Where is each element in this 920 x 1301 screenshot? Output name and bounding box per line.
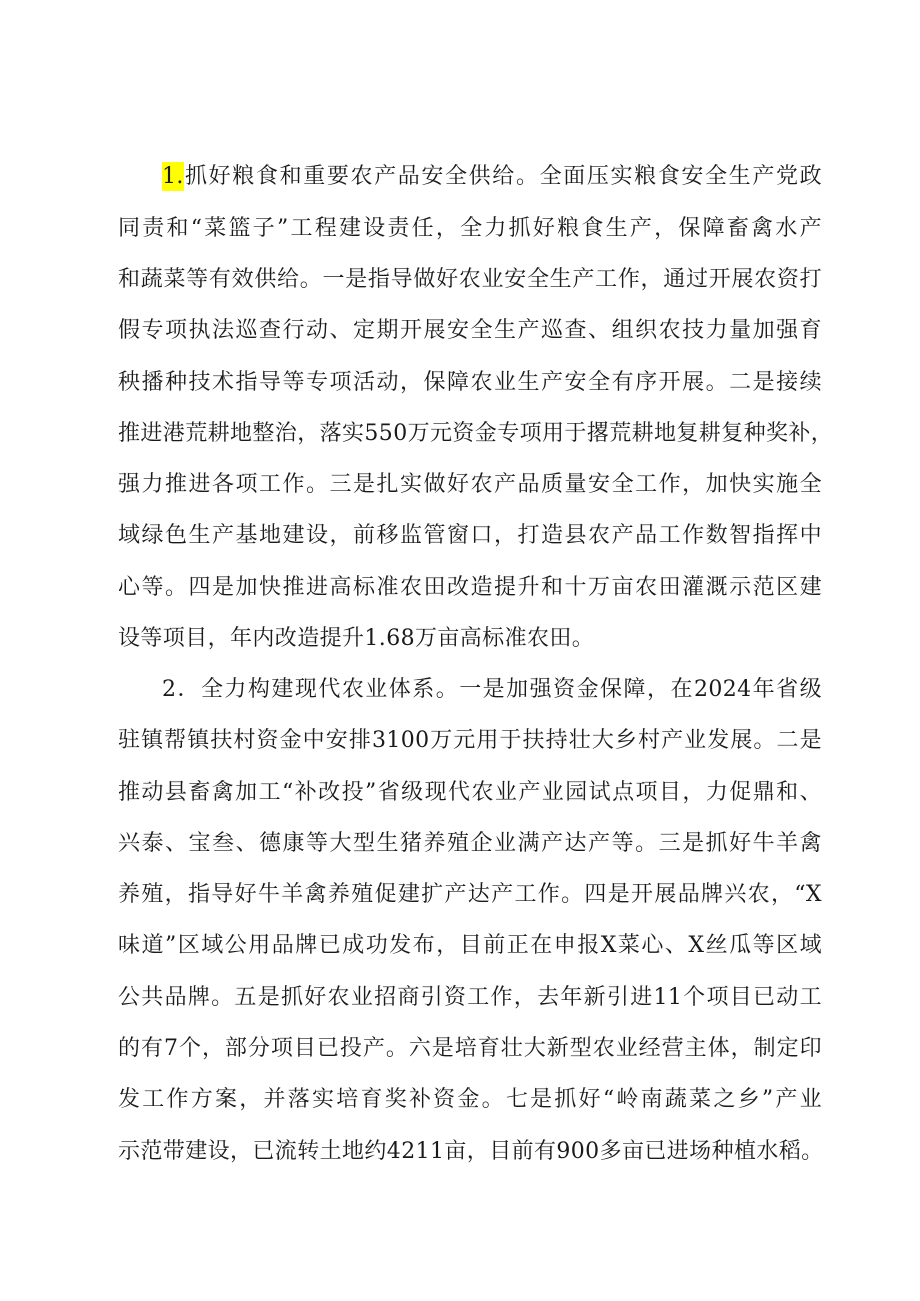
section-1-line-10: 设等项目，年内改造提升1.68万亩高标准农田。 [118, 626, 595, 651]
section-1-line-3: 和蔬菜等有效供给。一是指导做好农业安全生产工作，通过开展农资打 [118, 267, 822, 292]
section-2-line-1: 2．全力构建现代农业体系。一是加强资金保障，在2024年省级 [162, 677, 822, 702]
section-1-number-highlight: 1. [162, 164, 184, 189]
section-2-line-9: 发工作方案，并落实培育奖补资金。七是抓好“岭南蔬菜之乡”产业 [118, 1087, 822, 1112]
section-2-line-5: 养殖，指导好牛羊禽养殖促建扩产达产工作。四是开展品牌兴农，“X [118, 882, 822, 907]
section-2-line-8: 的有7个，部分项目已投产。六是培育壮大新型农业经营主体，制定印 [118, 1036, 822, 1061]
section-1-line-6: 推进港荒耕地整治，落实550万元资金专项用于撂荒耕地复耕复种奖补， [118, 421, 834, 446]
section-1-line-1 [162, 157, 822, 197]
section-2-line-2: 驻镇帮镇扶村资金中安排3100万元用于扶持壮大乡村产业发展。二是 [118, 728, 822, 753]
section-2-line-4: 兴泰、宝叁、德康等大型生猪养殖企业满产达产等。三是抓好牛羊禽 [118, 831, 822, 856]
section-1-line-8: 域绿色生产基地建设，前移监管窗口，打造县农产品工作数智指挥中 [118, 523, 822, 548]
section-2-line-7: 公共品牌。五是抓好农业招商引资工作，去年新引进11个项目已动工 [118, 985, 822, 1010]
section-2-line-6: 味道”区域公用品牌已成功发布，目前正在申报X菜心、X丝瓜等区域 [118, 933, 822, 958]
section-1-line-9: 心等。四是加快推进高标准农田改造提升和十万亩农田灌溉示范区建 [118, 575, 822, 600]
section-1-line-5: 秧播种技术指导等专项活动，保障农业生产安全有序开展。二是接续 [118, 370, 822, 395]
section-1-line-7: 强力推进各项工作。三是扎实做好农产品质量安全工作，加快实施全 [118, 472, 822, 497]
section-1-heading-text: 抓好粮食和重要农产品安全供给。全面压实粮食安全生产党政 [183, 164, 822, 189]
section-2-line-10: 示范带建设，已流转土地约4211亩，目前有900多亩已进场种植水稻。 [118, 1139, 824, 1164]
section-2-line-3: 推动县畜禽加工“补改投”省级现代农业产业园试点项目，力促鼎和、 [118, 780, 822, 805]
section-1-line-2: 同责和“菜篮子”工程建设责任，全力抓好粮食生产，保障畜禽水产 [118, 216, 822, 241]
section-1-line-4: 假专项执法巡查行动、定期开展安全生产巡查、组织农技力量加强育 [118, 318, 822, 343]
